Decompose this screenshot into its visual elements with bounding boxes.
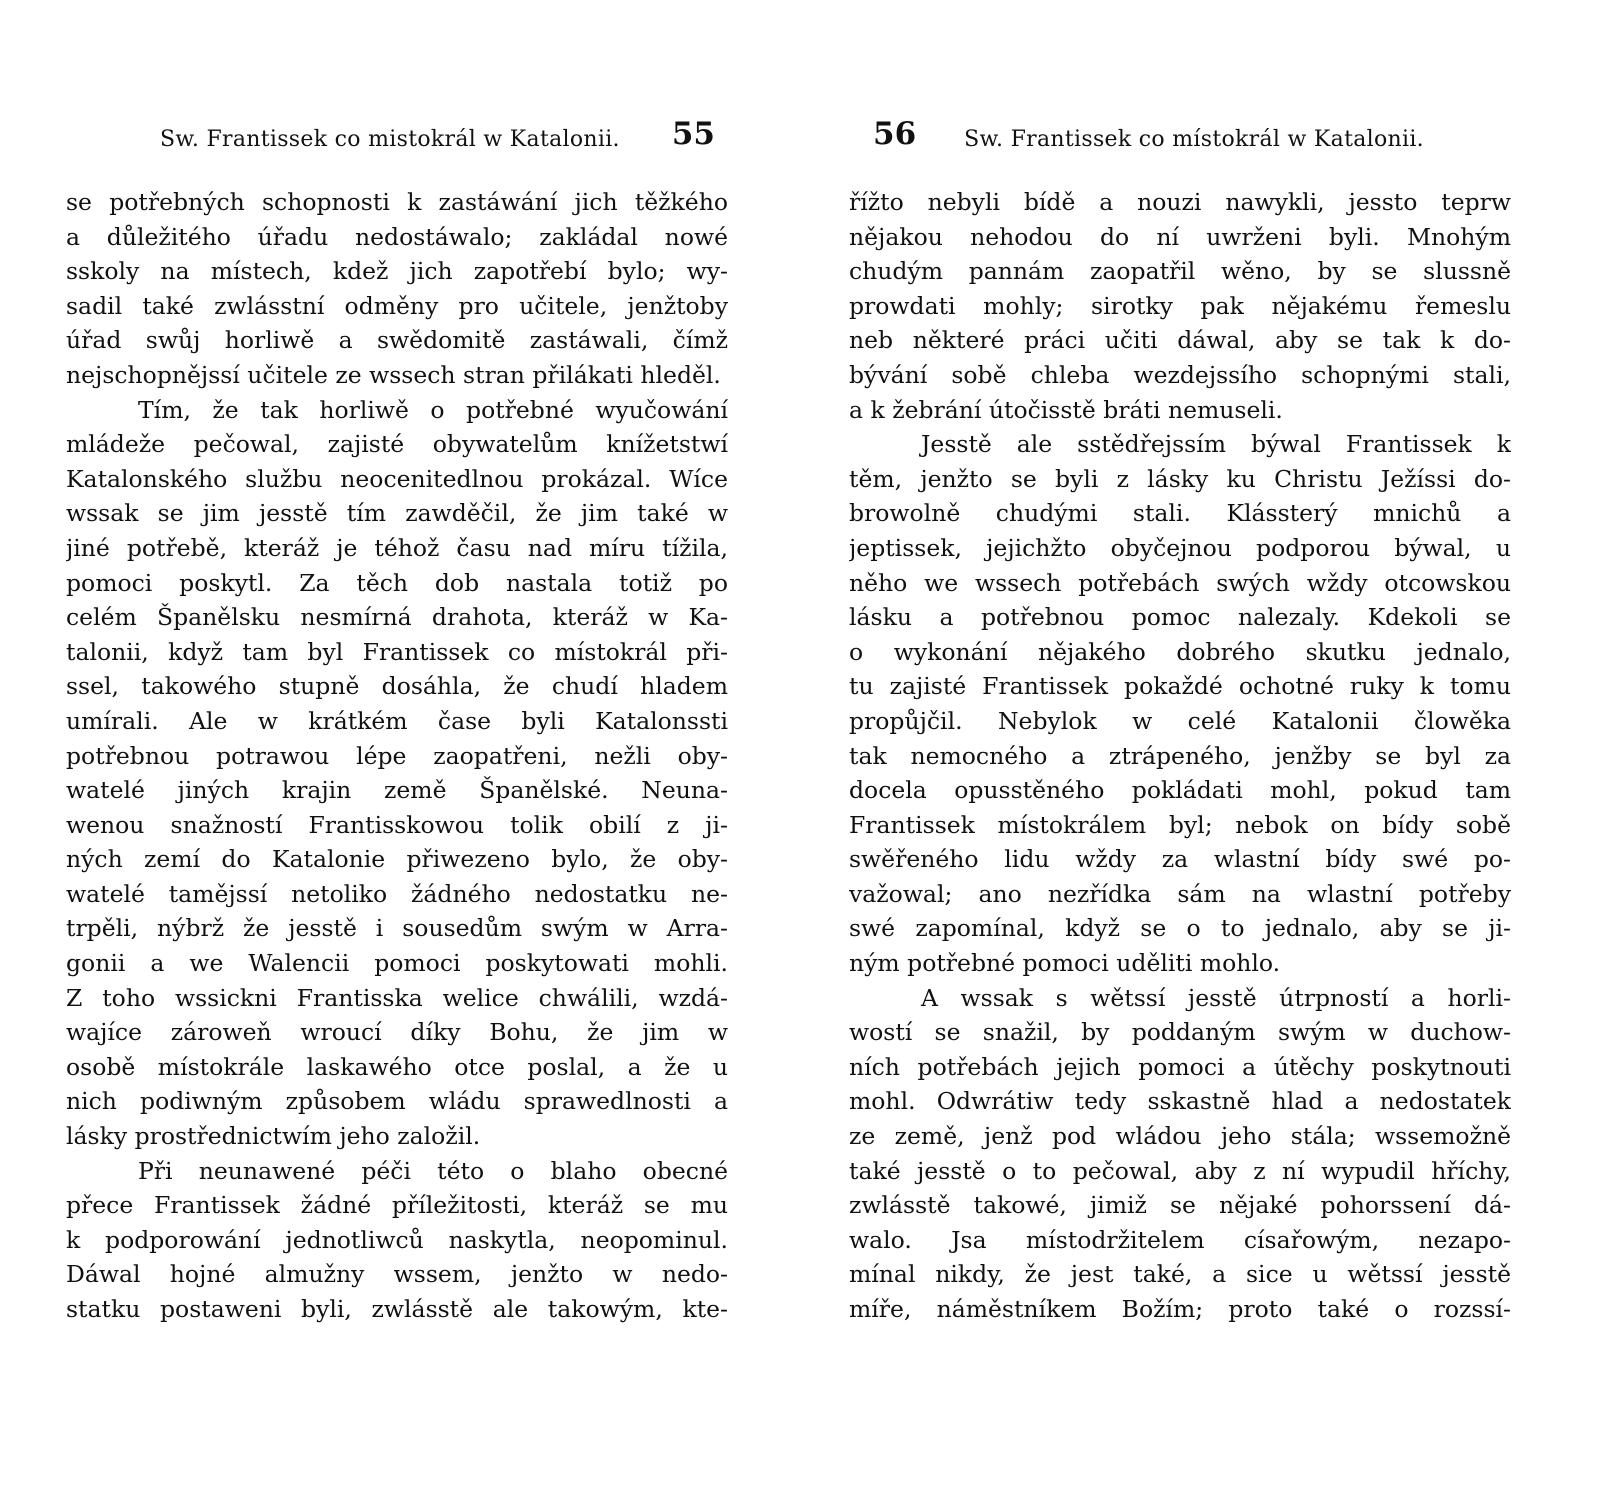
text-line: nějakou nehodou do ní uwrženi byli. Mnohým [849,222,1511,251]
left-running-head [160,108,760,152]
text-line: walo. Jsa místodržitelem císařowým, nezapo- [849,1225,1511,1254]
text-line: docela opusstěného pokládati mohl, pokud tam [849,776,1511,805]
text-line: wssak se jim jesstě tím zawděčil, že jim také w [66,499,728,528]
text-line: ných zemí do Katalonie přiwezeno bylo, že oby- [66,845,728,874]
right-running-head [873,108,1473,152]
text-line: nejschopnějssí učitele ze wssech stran přilákati hleděl. [66,360,721,389]
text-line: tu zajisté Frantissek pokaždé ochotné ruky k tomu [849,672,1511,701]
text-line: Z toho wssickni Frantisska welice chwálili, wzdá- [66,983,728,1012]
right-page-number: 56 [873,116,917,152]
right-running-title: Sw. Frantissek co místokrál w Katalonii. [964,127,1424,152]
text-line: wostí se snažil, by poddaným swým w duchow- [849,1018,1511,1047]
text-line: se potřebných schopnosti k zastáwání jich těžkého [66,188,728,216]
text-line: Při neunawené péči této o blaho obecné [138,1156,728,1185]
left-running-title: Sw. Frantissek co mistokrál w Katalonii. [160,127,620,152]
text-line: wenou snažností Frantisskowou tolik obilí z ji- [66,810,728,839]
text-line: jeptissek, jejichžto obyčejnou podporou býwal, u [849,533,1511,562]
text-line: těm, jenžto se byli z lásky ku Christu Ježíssi do- [849,464,1511,493]
text-line: talonii, když tam byl Frantissek co místokrál při- [66,637,728,666]
text-line: watelé tamějssí netoliko žádného nedostatku ne- [66,879,728,908]
text-line: přece Frantissek žádné příležitosti, kteráž se mu [66,1191,728,1220]
text-line: umírali. Ale w krátkém čase byli Katalonssti [66,706,728,735]
text-line: Frantissek místokrálem byl; nebok on bídy sobě [849,810,1511,839]
text-line: zwlásstě takowé, jimiž se nějaké pohorssení dá- [849,1191,1511,1220]
text-line: míře, náměstníkem Božím; proto také o rozssí- [849,1295,1511,1323]
text-line: celém Španělsku nesmírná drahota, kteráž w Ka- [66,603,728,632]
text-line: také jesstě o to pečowal, aby z ní wypudil hříchy, [849,1156,1511,1185]
text-line: tak nemocného a ztrápeného, jenžby se byl za [849,741,1511,770]
text-line: a důležitého úřadu nedostáwalo; zakládal nowé [66,222,728,251]
text-line: bývání sobě chleba wezdejssího schopnými stali, [849,360,1511,389]
text-line: ným potřebné pomoci uděliti mohlo. [849,949,1281,978]
text-line: a k žebrání útočisstě bráti nemuseli. [849,395,1283,424]
text-line: Dáwal hojné almužny wssem, jenžto w nedo- [66,1260,728,1289]
text-line: k podporowání jednotliwců naskytla, neopominul. [66,1225,728,1254]
text-line: ních potřebách jejich pomoci a útěchy poskytnouti [849,1052,1511,1081]
text-line: lásku a potřebnou pomoc nalezaly. Kdekoli se [849,603,1511,632]
left-body-text [66,185,728,1327]
text-line: prowdati mohly; sirotky pak nějakému řemeslu [849,291,1511,320]
right-page [803,0,1606,1500]
text-line: neb některé práci učiti dáwal, aby se tak k do- [849,326,1511,355]
text-line: nich podiwným způsobem wládu sprawedlnosti a [66,1087,728,1116]
text-line: mínal nikdy, že jest také, a sice u wětssí jesstě [849,1260,1511,1289]
text-line: jiné potřebě, kteráž je téhož času nad míru tížila, [66,533,728,562]
text-line: Tím, že tak horliwě o potřebné wyučowání [138,395,728,424]
text-line: gonii a we Walencii pomoci poskytowati mohli. [66,949,728,978]
text-line: mohl. Odwrátiw tedy sskastně hlad a nedostatek [849,1087,1511,1116]
text-line: o wykonání nějakého dobrého skutku jednalo, [849,637,1511,666]
text-line: trpěli, nýbrž že jesstě i sousedům swým w Arra- [66,914,728,943]
text-line: propůjčil. Nebylok w celé Katalonii člowěka [849,706,1511,735]
text-line: chudým pannám zaopatřil wěno, by se slussně [849,257,1511,286]
text-line: watelé jiných krajin země Španělské. Neuna- [66,776,728,805]
text-line: statku postaweni byli, zwlásstě ale takowým, kte- [66,1295,728,1323]
text-line: sadil také zwlásstní odměny pro učitele, jenžtoby [66,291,728,320]
text-line: pomoci poskytl. Za těch dob nastala totiž po [66,568,728,597]
text-line: ssel, takowého stupně dosáhla, že chudí hladem [66,672,728,701]
text-line: řížto nebyli bídě a nouzi nawykli, jessto teprw [849,188,1511,216]
text-line: swé zapomínal, když se o to jednalo, aby se ji- [849,914,1511,943]
text-line: ze země, jenž pod wládou jeho stála; wssemožně [849,1122,1511,1151]
text-line: sskoly na místech, kdež jich zapotřebí bylo; wy- [66,257,728,286]
text-line: mládeže pečowal, zajisté obywatelům knížetstwí [66,430,728,459]
text-line: A wssak s wětssí jesstě útrpností a horli- [921,983,1511,1012]
text-line: něho we wssech potřebách swých wždy otcowskou [849,568,1511,597]
text-line: Katalonského službu neocenitedlnou prokázal. Wíce [66,464,728,493]
text-line: osobě místokrále laskawého otce poslal, a že u [66,1052,728,1081]
text-line: potřebnou potrawou lépe zaopatřeni, nežli oby- [66,741,728,770]
text-line: browolně chudými stali. Klássterý mnichů a [849,499,1511,528]
left-page-number: 55 [671,116,715,152]
text-line: važowal; ano nezřídka sám na wlastní potřeby [849,879,1511,908]
text-line: swěřeného lidu wždy za wlastní bídy swé po- [849,845,1511,874]
text-line: Jesstě ale sstědřejssím býwal Frantissek k [921,430,1511,459]
text-line: lásky prostřednictwím jeho založil. [66,1122,481,1151]
text-line: úřad swůj horliwě a swědomitě zastáwali, čímž [66,326,728,355]
text-line: wajíce zároweň wroucí díky Bohu, že jim w [66,1018,728,1047]
right-body-text [849,185,1511,1327]
